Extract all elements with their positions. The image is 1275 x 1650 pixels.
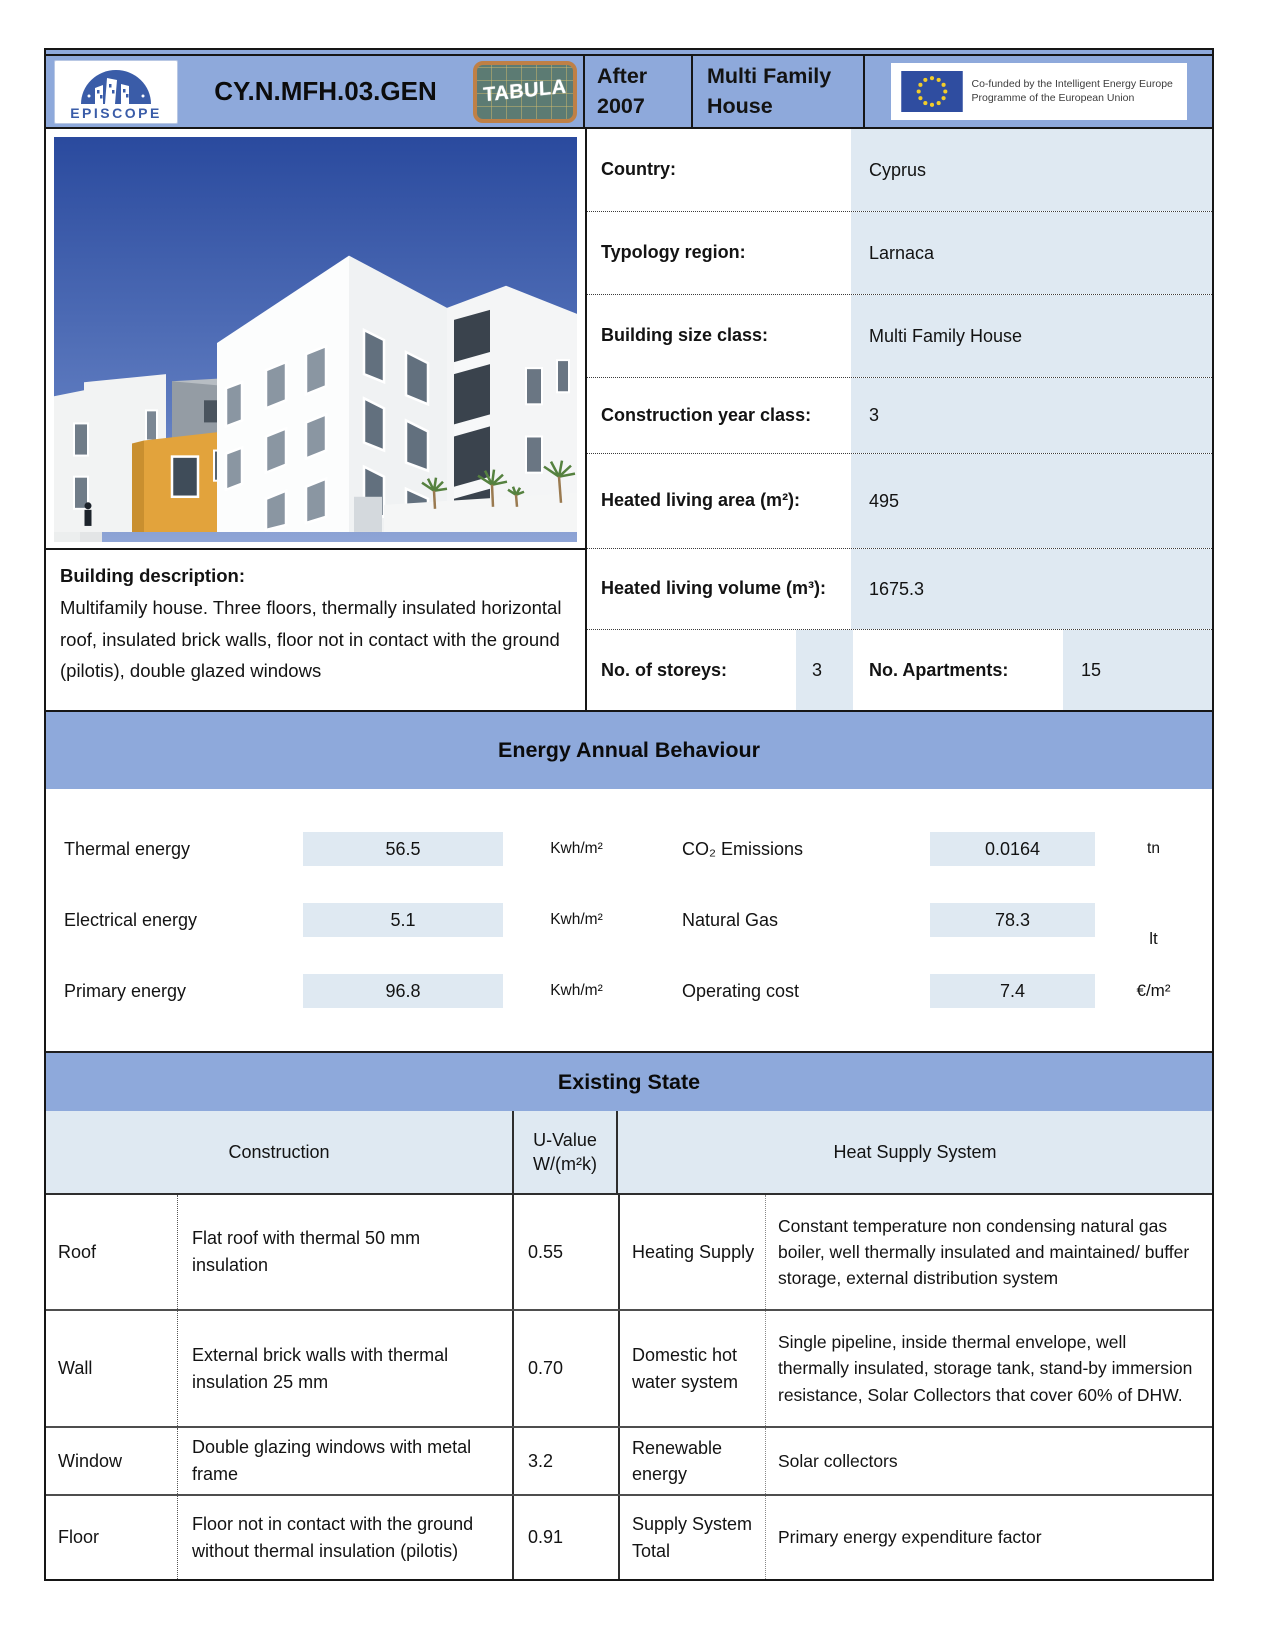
info-label: Heated living area (m²): [587,454,851,548]
table-row-floor [46,1494,1212,1579]
main-row [46,129,1212,712]
info-row-heated-living-area [587,454,1212,549]
storeys-value: 3 [796,630,853,710]
metric-value: 0.0164 [930,832,1095,866]
construction-period-cell: After 2007 [585,56,693,127]
metric-label: Operating cost [682,980,800,1001]
info-value: Multi Family House [851,295,1212,377]
system-name: Renewable energy [618,1428,765,1494]
table-row-wall [46,1309,1212,1426]
building-photo-illustration [54,137,577,542]
metric-value: 96.8 [303,974,503,1008]
metric-unit: Kwh/m² [550,840,603,857]
system-description: Solar collectors [765,1428,1212,1494]
section-banner-energy: Energy Annual Behaviour [46,712,1212,789]
info-row-storeys-apartments [587,630,1212,710]
metric-unit: lt [1149,929,1158,948]
info-label: Heated living volume (m³): [587,549,851,629]
eu-funding-text: Co-funded by the Intelligent Energy Europe Programme of the European Union [971,77,1173,104]
metric-label: Electrical energy [64,909,198,930]
info-row-building-size-class [587,295,1212,378]
system-name: Supply System Total [618,1496,765,1579]
building-photo [46,129,585,550]
info-label: Construction year class: [587,378,851,453]
info-value: 1675.3 [851,549,1212,629]
info-row-heated-living-volume [587,549,1212,630]
info-label: Typology region: [587,212,851,294]
system-name: Heating Supply [618,1195,765,1309]
building-description-text: Multifamily house. Three floors, thermally insulated horizontal roof, insulated brick walls, floor not in contact with the ground (pilotis), double glazed windows [60,596,562,682]
apartments-label: No. Apartments: [853,630,1063,710]
system-description: Constant temperature non condensing natural gas boiler, well thermally insulated and maintained/ buffer storage, external distribution system [765,1195,1212,1309]
system-description: Primary energy expenditure factor [765,1496,1212,1579]
info-value: Larnaca [851,212,1212,294]
element-name: Floor [58,1527,100,1547]
u-value: 3.2 [512,1428,618,1494]
info-label: Building size class: [587,295,851,377]
u-value: 0.91 [512,1496,618,1579]
info-value: 495 [851,454,1212,548]
system-description: Single pipeline, inside thermal envelope, well thermally insulated, storage tank, stand-by immersion resistance, Solar Collectors that cover 60% of DHW. [765,1311,1212,1426]
episcope-logo [54,60,178,124]
eu-flag-icon [901,71,963,112]
eu-funding-box [891,63,1187,120]
header-row [46,56,1212,129]
element-name: Wall [58,1358,93,1378]
typology-datasheet [44,48,1214,1581]
metric-value: 56.5 [303,832,503,866]
table-row-roof [46,1195,1212,1309]
metric-value: 78.3 [930,903,1095,937]
construction-description: Flat roof with thermal 50 mm insulation [177,1195,512,1309]
info-label: Country: [587,129,851,211]
existing-state-table [46,1111,1212,1579]
header-eu-cell [865,56,1212,127]
info-value: 3 [851,378,1212,453]
tabula-logo [473,61,577,123]
existing-table-header-row [46,1111,1212,1195]
building-type-cell: Multi Family House [693,56,865,127]
column-header-u-value: U-Value W/(m²k) [512,1111,618,1193]
metric-unit: tn [1147,840,1160,857]
building-description-title: Building description: [60,565,245,586]
column-header-construction: Construction [228,1141,330,1162]
info-row-construction-year-class [587,378,1212,454]
info-value: Cyprus [851,129,1212,211]
energy-annual-behaviour [46,789,1212,1051]
energy-row-thermal-co2 [46,832,1212,866]
typology-code: CY.N.MFH.03.GEN [214,76,437,106]
metric-label: Thermal energy [64,838,191,859]
element-name: Roof [58,1241,97,1262]
u-value: 0.70 [512,1311,618,1426]
left-column [46,129,587,710]
construction-description: External brick walls with thermal insulation 25 mm [177,1311,512,1426]
element-name: Window [58,1450,123,1471]
metric-label: CO₂ Emissions [682,838,804,859]
column-header-heat-supply-system: Heat Supply System [833,1141,997,1162]
construction-description: Floor not in contact with the ground without thermal insulation (pilotis) [177,1496,512,1579]
info-row-typology-region [587,212,1212,295]
system-name: Domestic hot water system [618,1311,765,1426]
episcope-dome-icon [71,68,161,106]
tabula-logo-label: TABULA [482,75,567,107]
metric-label: Natural Gas [682,909,779,930]
episcope-logo-label: EPISCOPE [70,104,162,121]
info-row-country [587,129,1212,212]
metric-value: 5.1 [303,903,503,937]
apartments-value: 15 [1063,630,1212,710]
building-description [46,550,585,710]
energy-row-electrical-gas [46,903,1212,948]
table-row-window [46,1426,1212,1494]
info-table [587,129,1212,710]
metric-value: 7.4 [930,974,1095,1008]
metric-unit: €/m² [1136,981,1171,1000]
metric-label: Primary energy [64,980,187,1001]
section-banner-existing-state: Existing State [46,1051,1212,1111]
energy-row-primary-cost [46,974,1212,1008]
metric-unit: Kwh/m² [550,982,603,999]
header-left-cell [46,56,585,127]
construction-description: Double glazing windows with metal frame [177,1428,512,1494]
u-value: 0.55 [512,1195,618,1309]
storeys-label: No. of storeys: [587,630,796,710]
metric-unit: Kwh/m² [550,911,603,928]
